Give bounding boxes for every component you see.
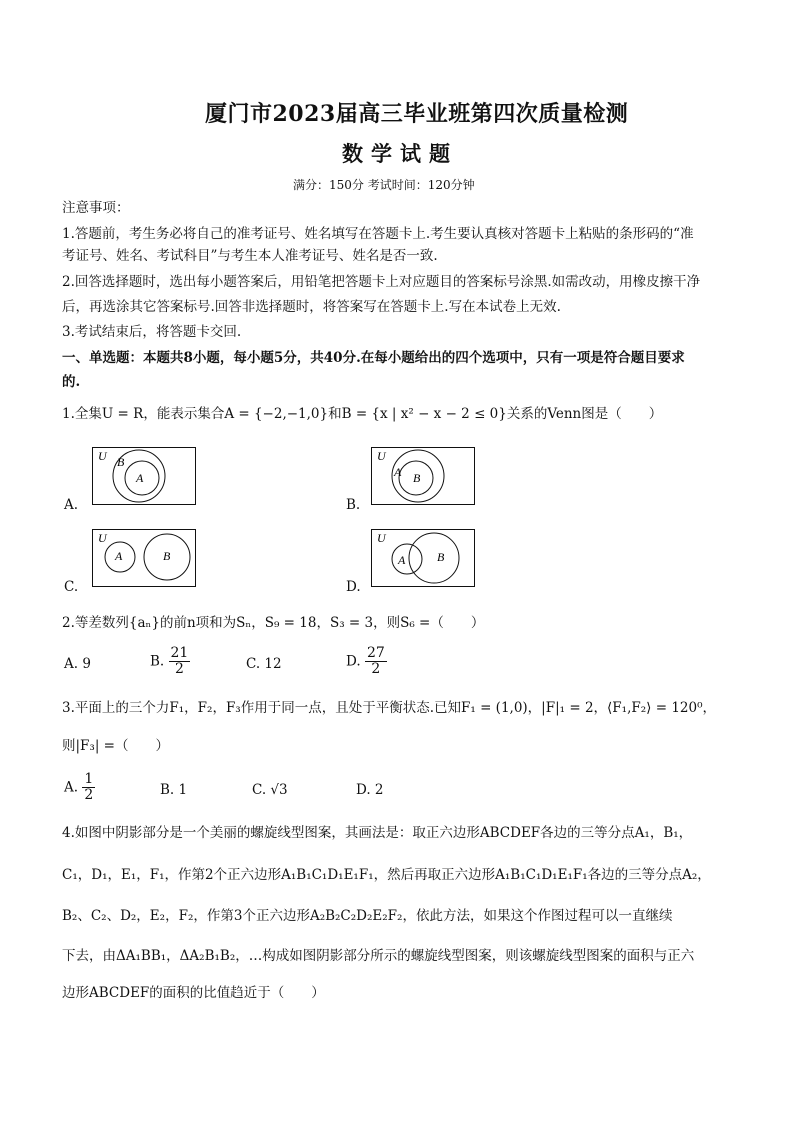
fraction-denominator: 2 <box>174 661 184 677</box>
q2-option-b[interactable] <box>150 646 190 677</box>
venn-label-b: B <box>437 550 445 564</box>
q4-line: 4.如图中阴影部分是一个美丽的螺旋线型图案，其画法是：取正六边形ABCDEF各边的三等分点A₁，B₁， <box>62 825 693 841</box>
venn-label-u: U <box>377 531 386 545</box>
notes-line: 2.回答选择题时，选出每小题答案后，用铅笔把答题卡上对应题目的答案标号涂黑.如需改动，用橡皮擦干净 <box>62 274 701 290</box>
q4-line: B₂、C₂、D₂，E₂，F₂，作第3个正六边形A₂B₂C₂D₂E₂F₂，依此方法，如果这个作图过程可以一直继续 <box>62 908 673 924</box>
fraction-numerator: 1 <box>84 771 94 787</box>
q2-option-a[interactable]: A. 9 <box>64 656 91 672</box>
fraction <box>365 646 387 677</box>
venn-diagram-c <box>92 529 196 587</box>
q2-option-c[interactable]: C. 12 <box>246 656 282 672</box>
section-heading: 一、单选题：本题共8小题，每小题5分，共40分.在每小题给出的四个选项中，只有一项是符合题目要求 <box>62 350 685 366</box>
q1-option-a[interactable]: A. <box>64 497 79 513</box>
option-label: B. <box>150 653 165 670</box>
q3-option-b[interactable]: B. 1 <box>160 782 188 798</box>
venn-label-b: B <box>413 471 421 485</box>
fraction-denominator: 2 <box>371 661 381 677</box>
venn-label-a: A <box>398 553 406 567</box>
q3-option-a[interactable] <box>64 772 95 803</box>
notes-heading: 注意事项： <box>62 200 130 216</box>
q2-option-d[interactable] <box>346 646 387 677</box>
q3-stem: 3.平面上的三个力F₁，F₂，F₃作用于同一点，且处于平衡状态.已知F₁ = (1,0)，|F|₁ = 2，⟨F₁,F₂⟩ = 120⁰， <box>62 700 716 716</box>
q4-line: 边形ABCDEF的面积的比值趋近于（ ） <box>62 985 325 1001</box>
venn-label-a: A <box>115 549 123 563</box>
fraction-numerator: 27 <box>366 645 385 661</box>
q3-option-d[interactable]: D. 2 <box>356 782 384 798</box>
fraction <box>169 646 191 677</box>
option-label: D. <box>346 653 361 670</box>
q2-stem: 2.等差数列{aₙ}的前n项和为Sₙ，S₉ = 18，S₃ = 3，则S₆ =（ ） <box>62 615 485 631</box>
exam-subtitle: 数学试题 <box>342 141 458 166</box>
section-heading-cont: 的. <box>62 374 81 390</box>
venn-diagram-a <box>92 447 196 505</box>
notes-line: 后，再选涂其它答案标号.回答非选择题时，将答案写在答题卡上.写在本试卷上无效. <box>62 299 561 315</box>
q1-option-b[interactable]: B. <box>346 497 361 513</box>
fraction-denominator: 2 <box>84 787 94 803</box>
venn-diagram-d <box>371 529 475 587</box>
q1-option-d[interactable]: D. <box>346 579 361 595</box>
venn-label-a: A <box>394 465 402 479</box>
q4-line: 下去，由ΔA₁BB₁，ΔA₂B₁B₂，…构成如图阴影部分所示的螺旋线型图案，则该螺旋线型图案的面积与正六 <box>62 948 695 964</box>
notes-line: 1.答题前，考生务必将自己的准考证号、姓名填写在答题卡上.考生要认真核对答题卡上粘贴的条形码的“准 <box>62 226 694 242</box>
fraction-numerator: 21 <box>170 645 189 661</box>
q3-stem-cont: 则|F₃| =（ ） <box>62 738 169 754</box>
venn-label-a: A <box>136 471 144 485</box>
q3-option-c[interactable]: C. √3 <box>252 782 288 798</box>
venn-label-u: U <box>377 449 386 463</box>
venn-label-u: U <box>98 449 107 463</box>
venn-label-b: B <box>117 455 125 469</box>
exam-meta: 满分：150分 考试时间：120分钟 <box>293 178 475 192</box>
venn-label-u: U <box>98 531 107 545</box>
option-label: A. <box>64 779 79 796</box>
notes-line: 考证号、姓名、考试科目”与考生本人准考证号、姓名是否一致. <box>62 248 438 264</box>
exam-title: 厦门市2023届高三毕业班第四次质量检测 <box>205 101 629 127</box>
venn-label-b: B <box>163 549 171 563</box>
q1-stem: 1.全集U = R，能表示集合A = {−2,−1,0}和B = {x | x² − x − 2 ≤ 0}关系的Venn图是（ ） <box>62 406 663 422</box>
venn-diagram-b <box>371 447 475 505</box>
notes-line: 3.考试结束后，将答题卡交回. <box>62 324 242 340</box>
fraction <box>82 772 95 803</box>
q1-option-c[interactable]: C. <box>64 579 79 595</box>
q4-line: C₁，D₁，E₁，F₁，作第2个正六边形A₁B₁C₁D₁E₁F₁，然后再取正六边形A₁B₁C₁D₁E₁F₁各边的三等分点A₂， <box>62 867 711 883</box>
